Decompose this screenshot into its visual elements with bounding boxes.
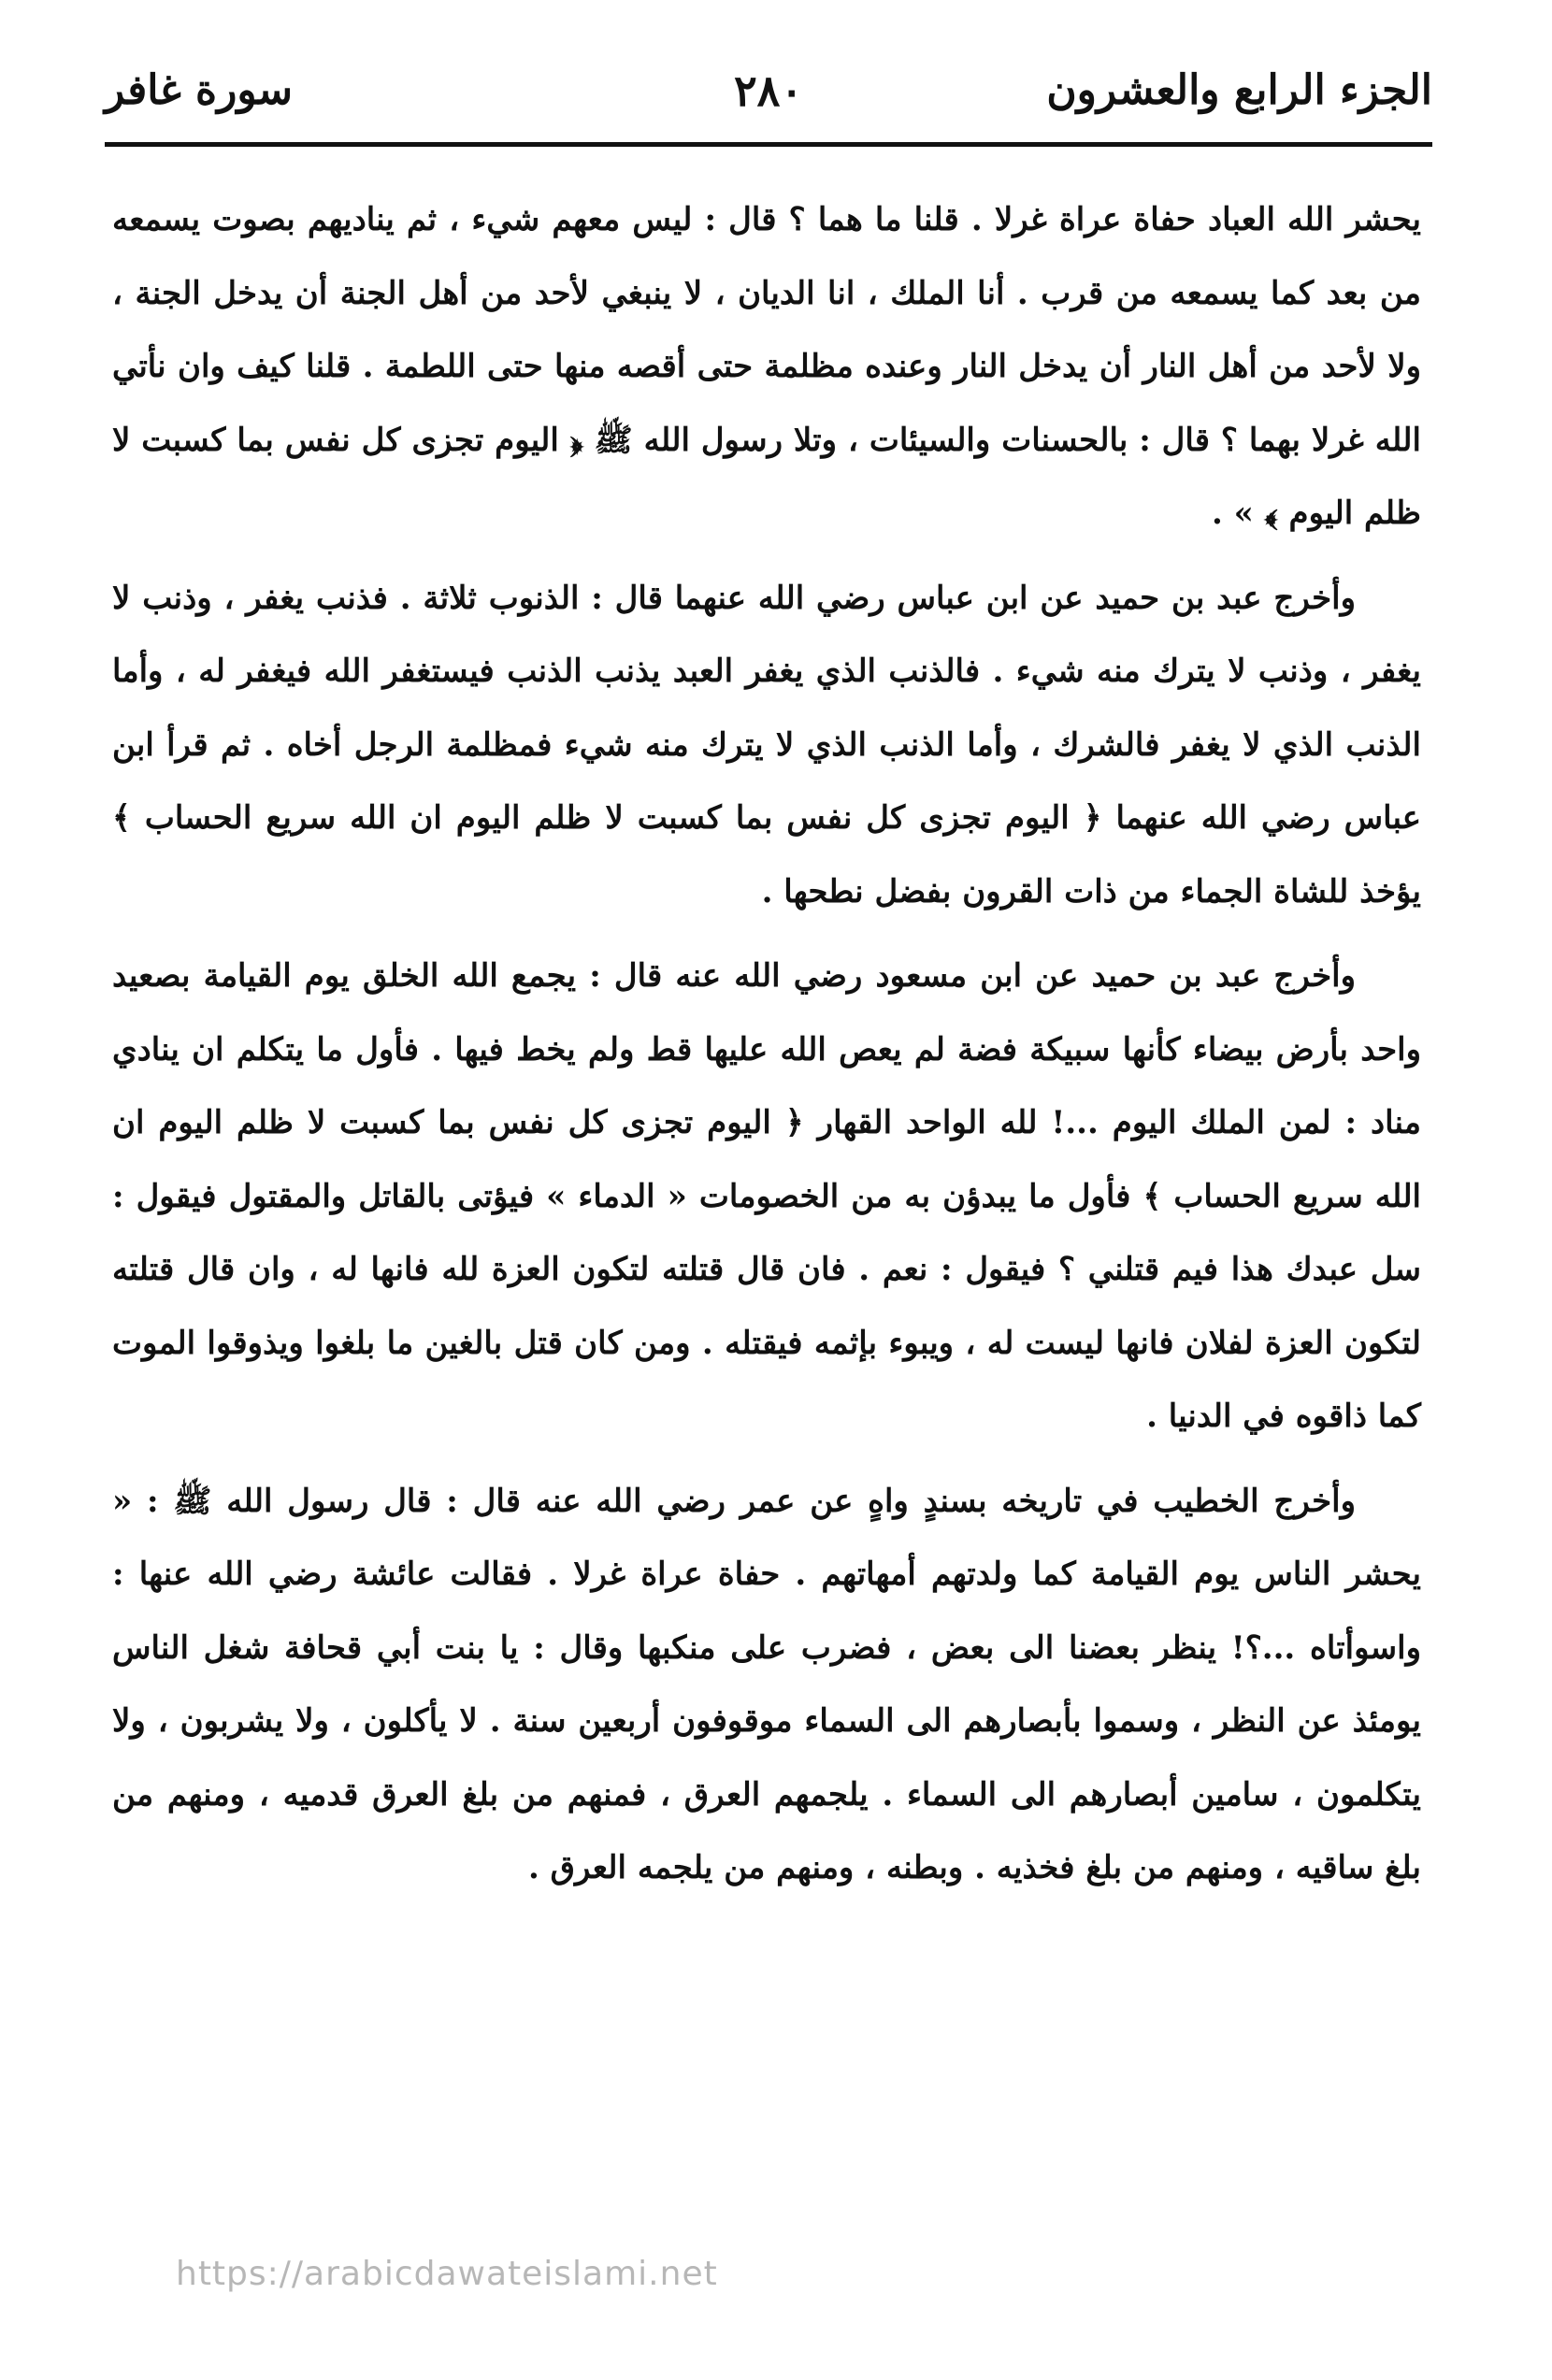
- paragraph-4: وأخرج الخطيب في تاريخه بسندٍ واهٍ عن عمر رضي الله عنه قال : قال رسول الله ﷺ : « يحشر الناس يوم القيامة كما ولدتهم أمهاتهم . حفاة عراة غرلا . فقالت عائشة رضي الله عنها : واسوأتاه ...؟! ينظر بعضنا الى بعض ، فضرب على منكبها وقال : يا بنت أبي قحافة شغل الناس يومئذ عن النظر ، وسموا بأبصارهم الى السماء موقوفون أربعين سنة . لا يأكلون ، ولا يشربون ، ولا يتكلمون ، سامين أبصارهم الى السماء . يلجمهم العرق ، فمنهم من بلغ العرق قدميه ، ومنهم من بلغ ساقيه ، ومنهم من بلغ فخذيه . وبطنه ، ومنهم من يلجمه العرق .: [112, 1482, 1421, 1886]
- page-number: ٢٨٠: [733, 65, 804, 116]
- part-title: الجزء الرابع والعشرون: [1046, 66, 1432, 114]
- page-header: [105, 58, 1432, 123]
- watermark-url: https://arabicdawateislami.net: [176, 2255, 718, 2293]
- body-text: [112, 183, 1421, 1916]
- paragraph-1: يحشر الله العباد حفاة عراة غرلا . قلنا ما هما ؟ قال : ليس معهم شيء ، ثم يناديهم بصوت يسمعه من بعد كما يسمعه من قرب . أنا الملك ، انا الديان ، لا ينبغي لأحد من أهل الجنة أن يدخل الجنة ، ولا لأحد من أهل النار أن يدخل النار وعنده مظلمة حتى أقصه منها حتى اللطمة . قلنا كيف وان نأتي الله غرلا بهما ؟ قال : بالحسنات والسيئات ، وتلا رسول الله ﷺ ﴿ اليوم تجزى كل نفس بما كسبت لا ظلم اليوم ﴾ » .: [112, 201, 1421, 532]
- surah-title: سورة غافر: [105, 66, 293, 114]
- header-divider: [105, 142, 1432, 147]
- paragraph-3: وأخرج عبد بن حميد عن ابن مسعود رضي الله عنه قال : يجمع الله الخلق يوم القيامة بصعيد واحد بأرض بيضاء كأنها سبيكة فضة لم يعص الله عليها قط ولم يخط فيها . فأول ما يتكلم ان ينادي مناد : لمن الملك اليوم ...! لله الواحد القهار ﴿ اليوم تجزى كل نفس بما كسبت لا ظلم اليوم ان الله سريع الحساب ﴾ فأول ما يبدؤن به من الخصومات « الدماء » فيؤتى بالقاتل والمقتول فيقول : سل عبدك هذا فيم قتلني ؟ فيقول : نعم . فان قال قتلته لتكون العزة لله فانها له ، وان قال قتلته لتكون العزة لفلان فانها ليست له ، ويبوء بإثمه فيقتله . ومن كان قتل بالغين ما بلغوا ويذوقوا الموت كما ذاقوه في الدنيا .: [112, 957, 1421, 1435]
- paragraph-2: وأخرج عبد بن حميد عن ابن عباس رضي الله عنهما قال : الذنوب ثلاثة . فذنب يغفر ، وذنب لا يغفر ، وذنب لا يترك منه شيء . فالذنب الذي يغفر العبد يذنب الذنب فيستغفر الله فيغفر له ، وأما الذنب الذي لا يغفر فالشرك ، وأما الذنب الذي لا يترك منه شيء فمظلمة الرجل أخاه . ثم قرأ ابن عباس رضي الله عنهما ﴿ اليوم تجزى كل نفس بما كسبت لا ظلم اليوم ان الله سريع الحساب ﴾ يؤخذ للشاة الجماء من ذات القرون بفضل نطحها .: [112, 579, 1421, 910]
